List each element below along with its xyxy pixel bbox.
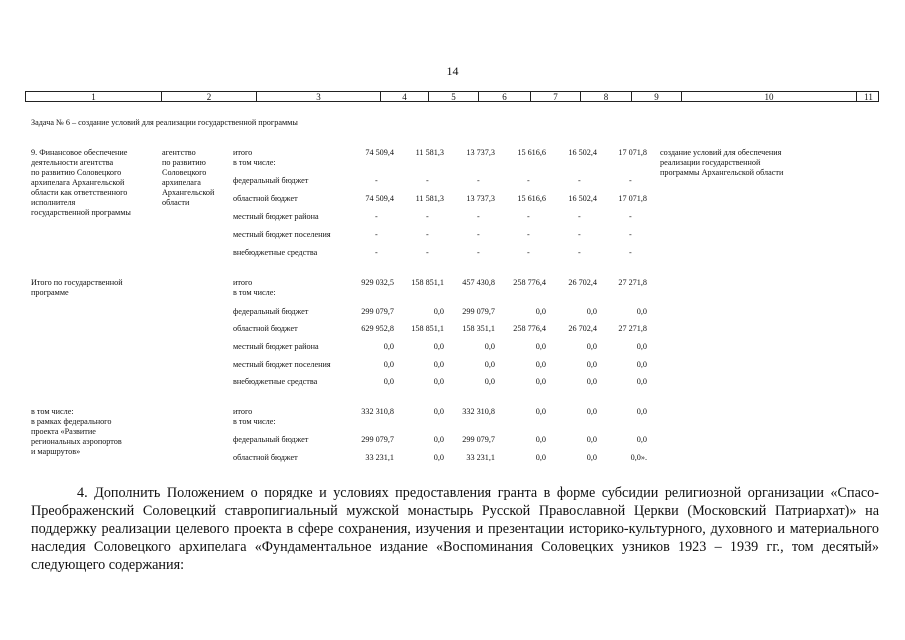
- federal-project-value: 0,0: [535, 407, 546, 416]
- item9-value: -: [629, 248, 632, 257]
- total-program-value: 299 079,7: [462, 307, 495, 316]
- item9-value: -: [375, 248, 378, 257]
- item9-value: -: [629, 230, 632, 239]
- item9-value: 16 502,4: [568, 194, 597, 203]
- total-program-row-label: внебюджетные средства: [233, 377, 318, 386]
- item9-value: -: [527, 212, 530, 221]
- item9-value: -: [629, 212, 632, 221]
- total-program-value: 0,0: [484, 377, 495, 386]
- item9-value: 17 071,8: [618, 148, 647, 157]
- item9-value: -: [426, 212, 429, 221]
- federal-project-row-label: итого в том числе:: [233, 407, 276, 426]
- total-program-value: 0,0: [586, 377, 597, 386]
- federal-project-value: 332 310,8: [361, 407, 394, 416]
- federal-project-value: 33 231,1: [466, 453, 495, 462]
- federal-project-value: 299 079,7: [361, 435, 394, 444]
- item9-value: -: [477, 248, 480, 257]
- total-program-value: 0,0: [535, 377, 546, 386]
- total-program-value: 0,0: [383, 360, 394, 369]
- item9-row-label: областной бюджет: [233, 194, 298, 203]
- item9-value: -: [578, 176, 581, 185]
- column-header-5: 5: [428, 92, 478, 101]
- column-header-1: 1: [91, 92, 96, 102]
- item9-row-label: федеральный бюджет: [233, 176, 309, 185]
- item9-value: -: [477, 176, 480, 185]
- total-program-value: 629 952,8: [361, 324, 394, 333]
- federal-project-name: в том числе: в рамках федерального проекта «Развитие региональных аэропортов и маршрутов»: [31, 407, 122, 456]
- item9-value: 15 616,6: [517, 194, 546, 203]
- total-program-row-label: федеральный бюджет: [233, 307, 309, 316]
- item9-row-label: местный бюджет поселения: [233, 230, 331, 239]
- total-program-value: 0,0: [433, 307, 444, 316]
- item9-value: 17 071,8: [618, 194, 647, 203]
- federal-project-value: 0,0: [433, 453, 444, 462]
- total-program-value: 0,0: [383, 342, 394, 351]
- total-program-value: 26 702,4: [568, 324, 597, 333]
- task-heading: Задача № 6 – создание условий для реализации государственной программы: [31, 118, 298, 127]
- column-header-3: 3: [256, 92, 380, 101]
- total-program-value: 258 776,4: [513, 324, 546, 333]
- federal-project-value: 0,0: [433, 407, 444, 416]
- amendment-text: 4. Дополнить Положением о порядке и условиях предоставления гранта в форме субсидии религиозной организации «Спасо-Преображенский Соловецкий ставропигиальный мужской монастырь Русской Православной Церкви (Московский Патриархат)» на поддержку реализации целевого проекта в сфере сохранения, изучения и презентации историко-культурного, духовного и материального наследия Соловецкого архипелага «Фундаментальное издание «Воспоминания Соловецких узников 1923 – 1939 гг., том десятый» следующего содержания:: [31, 485, 879, 573]
- item9-row-label: итого в том числе:: [233, 148, 276, 167]
- item9-row-label: внебюджетные средства: [233, 248, 318, 257]
- federal-project-value: 0,0: [535, 453, 546, 462]
- federal-project-value: 0,0: [535, 435, 546, 444]
- total-program-value: 258 776,4: [513, 278, 546, 287]
- column-header-row: [25, 91, 879, 102]
- item9-value: -: [426, 248, 429, 257]
- item9-value: -: [375, 212, 378, 221]
- total-program-row-label: местный бюджет поселения: [233, 360, 331, 369]
- total-program-value: 299 079,7: [361, 307, 394, 316]
- total-program-value: 0,0: [535, 360, 546, 369]
- item9-value: -: [527, 176, 530, 185]
- item9-executor: агентство по развитию Соловецкого архипелага Архангельской области: [162, 148, 215, 207]
- item9-value: 74 509,4: [365, 148, 394, 157]
- item9-value: -: [578, 248, 581, 257]
- total-program-value: 27 271,8: [618, 324, 647, 333]
- total-program-row-label: областной бюджет: [233, 324, 298, 333]
- total-program-value: 0,0: [586, 360, 597, 369]
- total-program-value: 929 032,5: [361, 278, 394, 287]
- item9-result: создание условий для обеспечения реализации государственной программы Архангельской области: [660, 148, 784, 177]
- total-program-value: 0,0: [636, 307, 647, 316]
- federal-project-value: 0,0: [433, 435, 444, 444]
- federal-project-row-label: областной бюджет: [233, 453, 298, 462]
- total-program-row-label: местный бюджет района: [233, 342, 319, 351]
- page-number: 14: [446, 64, 459, 78]
- total-program-value: 0,0: [636, 360, 647, 369]
- total-program-value: 158 351,1: [462, 324, 495, 333]
- total-program-value: 0,0: [383, 377, 394, 386]
- federal-project-value: 33 231,1: [365, 453, 394, 462]
- item9-value: 15 616,6: [517, 148, 546, 157]
- total-program-value: 0,0: [586, 307, 597, 316]
- item9-value: -: [527, 230, 530, 239]
- item9-value: 16 502,4: [568, 148, 597, 157]
- column-header-2: 2: [161, 92, 256, 101]
- total-program-value: 0,0: [433, 342, 444, 351]
- item9-value: -: [375, 230, 378, 239]
- column-header-10: 10: [681, 92, 856, 101]
- total-program-value: 158 851,1: [411, 278, 444, 287]
- item9-value: 74 509,4: [365, 194, 394, 203]
- column-header-8: 8: [580, 92, 631, 101]
- federal-project-value: 0,0: [586, 407, 597, 416]
- item9-row-label: местный бюджет района: [233, 212, 319, 221]
- item9-value: -: [375, 176, 378, 185]
- item9-value: -: [477, 212, 480, 221]
- item9-value: -: [629, 176, 632, 185]
- total-program-value: 0,0: [433, 360, 444, 369]
- federal-project-value: 0,0: [636, 435, 647, 444]
- federal-project-value: 0,0: [586, 435, 597, 444]
- item9-value: -: [477, 230, 480, 239]
- total-program-value: 27 271,8: [618, 278, 647, 287]
- total-program-value: 0,0: [433, 377, 444, 386]
- federal-project-value: 0,0: [586, 453, 597, 462]
- amendment-paragraph: [31, 484, 879, 574]
- total-program-row-label: итого в том числе:: [233, 278, 276, 297]
- item9-name: 9. Финансовое обеспечение деятельности агентства по развитию Соловецкого архипелага Архангельской области как ответственного исполнителя государственной программы: [31, 148, 131, 217]
- item9-value: -: [578, 212, 581, 221]
- total-program-name: Итого по государственной программе: [31, 278, 123, 297]
- item9-value: -: [426, 176, 429, 185]
- total-program-value: 0,0: [535, 307, 546, 316]
- column-header-4: 4: [380, 92, 428, 101]
- total-program-value: 0,0: [636, 342, 647, 351]
- total-program-value: 0,0: [484, 342, 495, 351]
- item9-value: 11 581,3: [415, 148, 444, 157]
- item9-value: 11 581,3: [415, 194, 444, 203]
- item9-value: 13 737,3: [466, 148, 495, 157]
- federal-project-value: 332 310,8: [462, 407, 495, 416]
- total-program-value: 0,0: [535, 342, 546, 351]
- total-program-value: 0,0: [636, 377, 647, 386]
- column-header-11: 11: [856, 92, 880, 101]
- item9-value: 13 737,3: [466, 194, 495, 203]
- item9-value: -: [578, 230, 581, 239]
- item9-value: -: [426, 230, 429, 239]
- total-program-value: 26 702,4: [568, 278, 597, 287]
- total-program-value: 0,0: [586, 342, 597, 351]
- item9-value: -: [527, 248, 530, 257]
- column-header-7: 7: [530, 92, 580, 101]
- column-header-6: 6: [478, 92, 530, 101]
- total-program-value: 0,0: [484, 360, 495, 369]
- federal-project-row-label: федеральный бюджет: [233, 435, 309, 444]
- federal-project-value: 0,0: [636, 407, 647, 416]
- total-program-value: 158 851,1: [411, 324, 444, 333]
- federal-project-value: 299 079,7: [462, 435, 495, 444]
- column-header-9: 9: [631, 92, 681, 101]
- total-program-value: 457 430,8: [462, 278, 495, 287]
- federal-project-value: 0,0».: [630, 453, 647, 462]
